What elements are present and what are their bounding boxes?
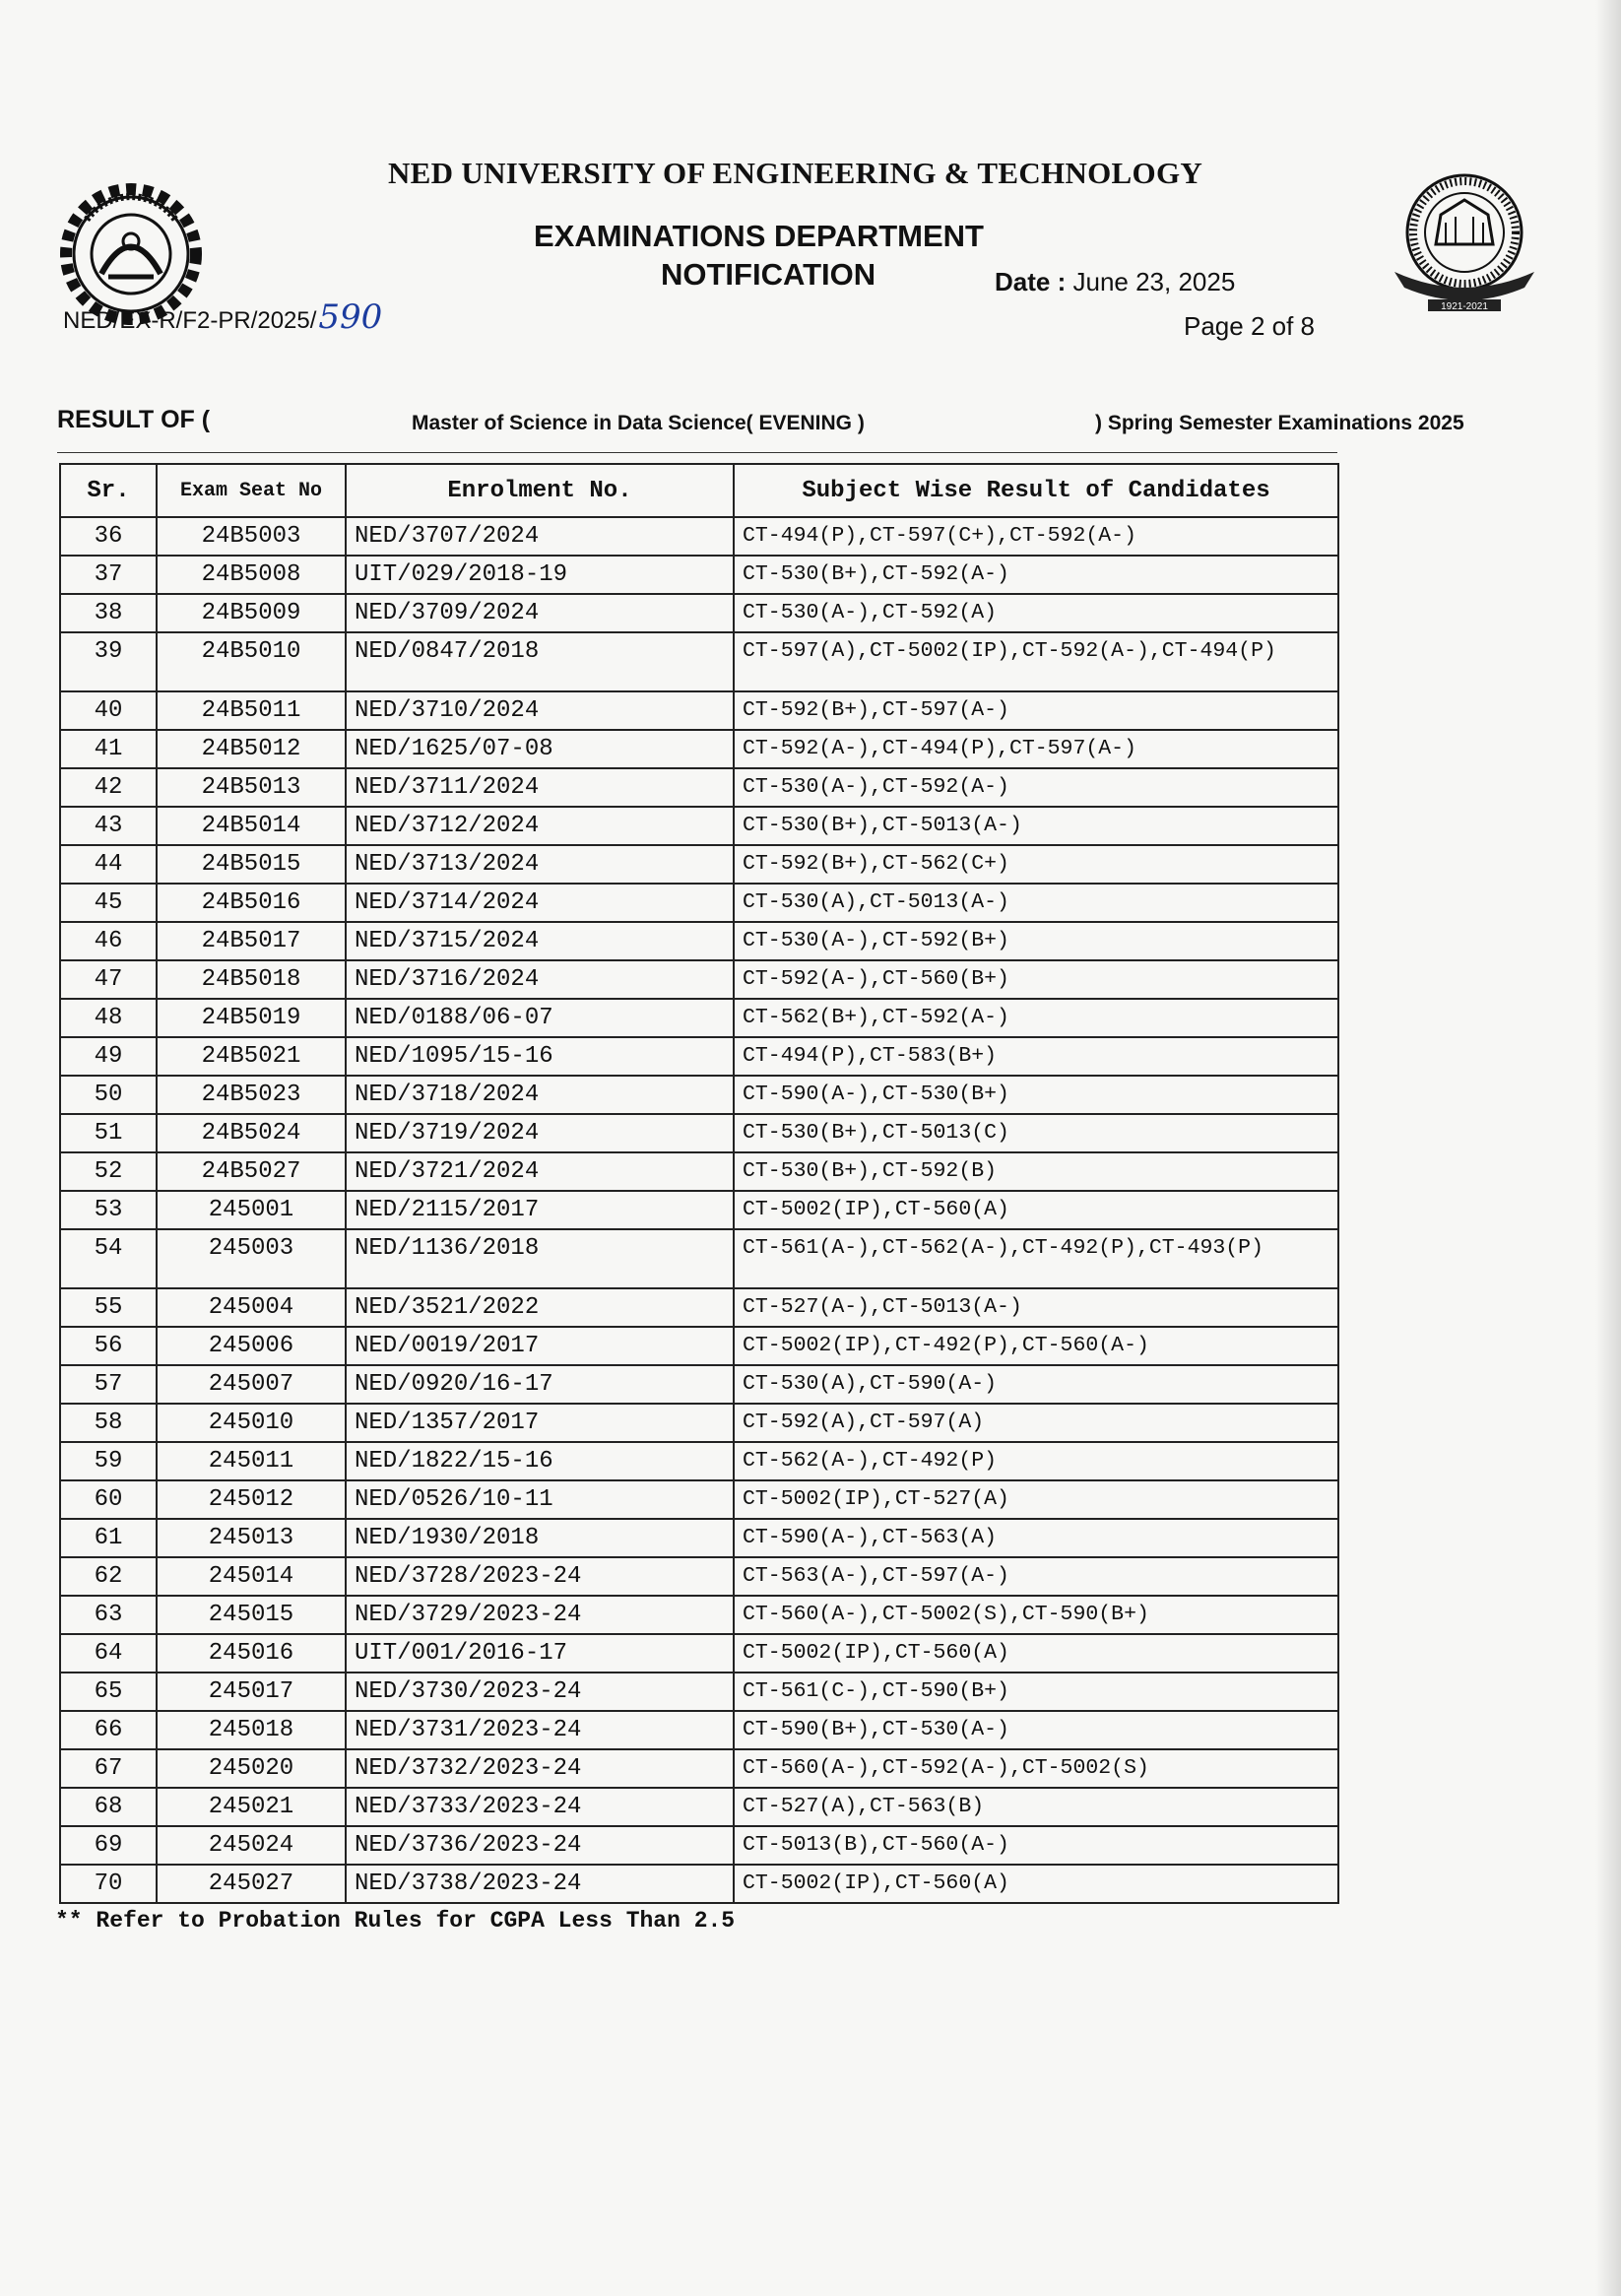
- row-exam-seat: 24B5019: [157, 999, 346, 1037]
- row-enrolment: UIT/001/2016-17: [346, 1634, 734, 1673]
- row-sr: 54: [60, 1229, 157, 1288]
- row-exam-seat: 24B5023: [157, 1076, 346, 1114]
- row-subject-result: CT-590(B+),CT-530(A-): [734, 1711, 1338, 1749]
- row-sr: 46: [60, 922, 157, 960]
- table-row: [60, 1865, 1338, 1903]
- row-subject-result: CT-590(A-),CT-530(B+): [734, 1076, 1338, 1114]
- row-enrolment: UIT/029/2018-19: [346, 556, 734, 594]
- row-sr: 63: [60, 1596, 157, 1634]
- department-title: EXAMINATIONS DEPARTMENT: [534, 219, 984, 253]
- row-enrolment: NED/3711/2024: [346, 768, 734, 807]
- row-sr: 57: [60, 1365, 157, 1404]
- row-enrolment: NED/0526/10-11: [346, 1480, 734, 1519]
- row-subject-result: CT-527(A),CT-563(B): [734, 1788, 1338, 1826]
- table-row: [60, 1596, 1338, 1634]
- header-enrolment-no: Enrolment No.: [346, 464, 734, 517]
- row-enrolment: NED/3721/2024: [346, 1152, 734, 1191]
- row-subject-result: CT-5002(IP),CT-492(P),CT-560(A-): [734, 1327, 1338, 1365]
- row-exam-seat: 24B5011: [157, 691, 346, 730]
- row-exam-seat: 245017: [157, 1673, 346, 1711]
- table-row: [60, 999, 1338, 1037]
- row-exam-seat: 245021: [157, 1788, 346, 1826]
- row-subject-result: CT-5013(B),CT-560(A-): [734, 1826, 1338, 1865]
- row-subject-result: CT-527(A-),CT-5013(A-): [734, 1288, 1338, 1327]
- row-subject-result: CT-530(A),CT-5013(A-): [734, 884, 1338, 922]
- row-subject-result: CT-530(A-),CT-592(A-): [734, 768, 1338, 807]
- row-enrolment: NED/3733/2023-24: [346, 1788, 734, 1826]
- row-sr: 61: [60, 1519, 157, 1557]
- row-exam-seat: 24B5014: [157, 807, 346, 845]
- row-sr: 67: [60, 1749, 157, 1788]
- row-subject-result: CT-530(B+),CT-5013(A-): [734, 807, 1338, 845]
- row-sr: 38: [60, 594, 157, 632]
- row-sr: 62: [60, 1557, 157, 1596]
- row-subject-result: CT-592(A),CT-597(A): [734, 1404, 1338, 1442]
- table-row: [60, 1076, 1338, 1114]
- result-of-label: RESULT OF (: [57, 406, 211, 433]
- row-exam-seat: 245015: [157, 1596, 346, 1634]
- row-enrolment: NED/3731/2023-24: [346, 1711, 734, 1749]
- handwritten-reference: 590: [318, 297, 383, 337]
- row-exam-seat: 24B5010: [157, 632, 346, 691]
- row-enrolment: NED/1625/07-08: [346, 730, 734, 768]
- table-row: [60, 1557, 1338, 1596]
- reference-number: [63, 297, 382, 337]
- row-exam-seat: 24B5016: [157, 884, 346, 922]
- row-enrolment: NED/1930/2018: [346, 1519, 734, 1557]
- table-row: [60, 1365, 1338, 1404]
- row-exam-seat: 24B5018: [157, 960, 346, 999]
- result-of-line: [57, 404, 1499, 447]
- row-sr: 52: [60, 1152, 157, 1191]
- row-enrolment: NED/1095/15-16: [346, 1037, 734, 1076]
- row-subject-result: CT-563(A-),CT-597(A-): [734, 1557, 1338, 1596]
- row-subject-result: CT-494(P),CT-583(B+): [734, 1037, 1338, 1076]
- row-sr: 55: [60, 1288, 157, 1327]
- row-subject-result: CT-530(A-),CT-592(A): [734, 594, 1338, 632]
- row-exam-seat: 245003: [157, 1229, 346, 1288]
- row-enrolment: NED/0019/2017: [346, 1327, 734, 1365]
- row-enrolment: NED/0188/06-07: [346, 999, 734, 1037]
- row-exam-seat: 24B5012: [157, 730, 346, 768]
- table-row: [60, 1711, 1338, 1749]
- row-exam-seat: 24B5027: [157, 1152, 346, 1191]
- row-exam-seat: 24B5021: [157, 1037, 346, 1076]
- table-row: [60, 1788, 1338, 1826]
- row-enrolment: NED/3710/2024: [346, 691, 734, 730]
- row-enrolment: NED/3707/2024: [346, 517, 734, 556]
- table-row: [60, 632, 1338, 691]
- row-exam-seat: 245013: [157, 1519, 346, 1557]
- row-subject-result: CT-592(A-),CT-560(B+): [734, 960, 1338, 999]
- row-exam-seat: 245016: [157, 1634, 346, 1673]
- row-sr: 48: [60, 999, 157, 1037]
- row-exam-seat: 245010: [157, 1404, 346, 1442]
- row-subject-result: CT-562(B+),CT-592(A-): [734, 999, 1338, 1037]
- row-subject-result: CT-5002(IP),CT-527(A): [734, 1480, 1338, 1519]
- row-sr: 43: [60, 807, 157, 845]
- table-row: [60, 1673, 1338, 1711]
- row-sr: 45: [60, 884, 157, 922]
- row-subject-result: CT-5002(IP),CT-560(A): [734, 1865, 1338, 1903]
- table-row: [60, 1037, 1338, 1076]
- row-exam-seat: 24B5017: [157, 922, 346, 960]
- notification-date: [995, 267, 1235, 297]
- table-row: [60, 1519, 1338, 1557]
- row-exam-seat: 245024: [157, 1826, 346, 1865]
- table-row: [60, 1288, 1338, 1327]
- table-row: [60, 1442, 1338, 1480]
- row-sr: 65: [60, 1673, 157, 1711]
- row-enrolment: NED/0920/16-17: [346, 1365, 734, 1404]
- row-enrolment: NED/3718/2024: [346, 1076, 734, 1114]
- table-row: [60, 1229, 1338, 1288]
- row-exam-seat: 245004: [157, 1288, 346, 1327]
- row-sr: 40: [60, 691, 157, 730]
- table-row: [60, 556, 1338, 594]
- table-row: [60, 1749, 1338, 1788]
- page-edge-shadow: [1595, 0, 1621, 2296]
- reference-prefix: NED/EX-R/F2-PR/2025/: [63, 307, 317, 334]
- row-sr: 42: [60, 768, 157, 807]
- row-sr: 66: [60, 1711, 157, 1749]
- row-enrolment: NED/3732/2023-24: [346, 1749, 734, 1788]
- row-exam-seat: 24B5013: [157, 768, 346, 807]
- row-exam-seat: 24B5024: [157, 1114, 346, 1152]
- header-exam-seat-no: Exam Seat No: [157, 464, 346, 517]
- row-exam-seat: 24B5008: [157, 556, 346, 594]
- row-sr: 60: [60, 1480, 157, 1519]
- row-exam-seat: 245001: [157, 1191, 346, 1229]
- row-exam-seat: 245006: [157, 1327, 346, 1365]
- results-table: [59, 463, 1339, 1904]
- row-subject-result: CT-530(B+),CT-592(A-): [734, 556, 1338, 594]
- row-enrolment: NED/3714/2024: [346, 884, 734, 922]
- row-subject-result: CT-530(A-),CT-592(B+): [734, 922, 1338, 960]
- row-subject-result: CT-590(A-),CT-563(A): [734, 1519, 1338, 1557]
- row-sr: 53: [60, 1191, 157, 1229]
- table-row: [60, 517, 1338, 556]
- row-exam-seat: 24B5009: [157, 594, 346, 632]
- exam-name: ) Spring Semester Examinations 2025: [1095, 412, 1464, 434]
- row-enrolment: NED/3736/2023-24: [346, 1826, 734, 1865]
- header-divider: [57, 452, 1337, 453]
- row-subject-result: CT-530(A),CT-590(A-): [734, 1365, 1338, 1404]
- row-sr: 58: [60, 1404, 157, 1442]
- row-sr: 41: [60, 730, 157, 768]
- row-exam-seat: 24B5015: [157, 845, 346, 884]
- university-name: NED UNIVERSITY OF ENGINEERING & TECHNOLOGY: [388, 156, 1203, 190]
- row-sr: 56: [60, 1327, 157, 1365]
- row-exam-seat: 245011: [157, 1442, 346, 1480]
- row-exam-seat: 245027: [157, 1865, 346, 1903]
- row-enrolment: NED/3728/2023-24: [346, 1557, 734, 1596]
- table-row: [60, 922, 1338, 960]
- table-row: [60, 1152, 1338, 1191]
- table-row: [60, 1191, 1338, 1229]
- row-sr: 68: [60, 1788, 157, 1826]
- seal-year-range: 1921-2021: [1441, 301, 1488, 312]
- date-value: June 23, 2025: [1072, 267, 1236, 296]
- row-exam-seat: 245014: [157, 1557, 346, 1596]
- row-enrolment: NED/1822/15-16: [346, 1442, 734, 1480]
- row-subject-result: CT-592(B+),CT-597(A-): [734, 691, 1338, 730]
- header-sr: Sr.: [60, 464, 157, 517]
- table-row: [60, 691, 1338, 730]
- row-sr: 44: [60, 845, 157, 884]
- table-row: [60, 768, 1338, 807]
- table-row: [60, 1826, 1338, 1865]
- row-subject-result: CT-530(B+),CT-592(B): [734, 1152, 1338, 1191]
- page-number: Page 2 of 8: [1184, 311, 1315, 341]
- table-row: [60, 884, 1338, 922]
- row-subject-result: CT-592(B+),CT-562(C+): [734, 845, 1338, 884]
- row-subject-result: CT-561(A-),CT-562(A-),CT-492(P),CT-493(P): [734, 1229, 1338, 1288]
- row-enrolment: NED/3738/2023-24: [346, 1865, 734, 1903]
- row-enrolment: NED/3712/2024: [346, 807, 734, 845]
- date-label: Date :: [995, 267, 1067, 296]
- row-sr: 64: [60, 1634, 157, 1673]
- table-row: [60, 1327, 1338, 1365]
- row-subject-result: CT-5002(IP),CT-560(A): [734, 1634, 1338, 1673]
- row-sr: 47: [60, 960, 157, 999]
- row-enrolment: NED/3716/2024: [346, 960, 734, 999]
- table-row: [60, 1114, 1338, 1152]
- probation-footnote: ** Refer to Probation Rules for CGPA Less Than 2.5: [55, 1908, 736, 1934]
- table-row: [60, 730, 1338, 768]
- row-subject-result: CT-560(A-),CT-5002(S),CT-590(B+): [734, 1596, 1338, 1634]
- row-enrolment: NED/1357/2017: [346, 1404, 734, 1442]
- row-subject-result: CT-592(A-),CT-494(P),CT-597(A-): [734, 730, 1338, 768]
- row-enrolment: NED/0847/2018: [346, 632, 734, 691]
- table-row: [60, 807, 1338, 845]
- row-exam-seat: 245012: [157, 1480, 346, 1519]
- row-enrolment: NED/3713/2024: [346, 845, 734, 884]
- program-name: Master of Science in Data Science( EVENING ): [412, 412, 865, 434]
- row-subject-result: CT-560(A-),CT-592(A-),CT-5002(S): [734, 1749, 1338, 1788]
- row-subject-result: CT-597(A),CT-5002(IP),CT-592(A-),CT-494(P): [734, 632, 1338, 691]
- row-sr: 59: [60, 1442, 157, 1480]
- row-exam-seat: 245020: [157, 1749, 346, 1788]
- row-sr: 50: [60, 1076, 157, 1114]
- row-sr: 49: [60, 1037, 157, 1076]
- centenary-seal-logo: [1387, 165, 1542, 313]
- row-enrolment: NED/3521/2022: [346, 1288, 734, 1327]
- row-exam-seat: 245018: [157, 1711, 346, 1749]
- row-subject-result: CT-530(B+),CT-5013(C): [734, 1114, 1338, 1152]
- table-row: [60, 1634, 1338, 1673]
- row-subject-result: CT-562(A-),CT-492(P): [734, 1442, 1338, 1480]
- table-row: [60, 845, 1338, 884]
- row-subject-result: CT-494(P),CT-597(C+),CT-592(A-): [734, 517, 1338, 556]
- row-enrolment: NED/3719/2024: [346, 1114, 734, 1152]
- row-sr: 39: [60, 632, 157, 691]
- table-row: [60, 594, 1338, 632]
- row-enrolment: NED/2115/2017: [346, 1191, 734, 1229]
- row-enrolment: NED/1136/2018: [346, 1229, 734, 1288]
- row-enrolment: NED/3709/2024: [346, 594, 734, 632]
- row-sr: 51: [60, 1114, 157, 1152]
- row-subject-result: CT-561(C-),CT-590(B+): [734, 1673, 1338, 1711]
- row-sr: 37: [60, 556, 157, 594]
- header-subject-result: Subject Wise Result of Candidates: [734, 464, 1338, 517]
- table-row: [60, 960, 1338, 999]
- row-enrolment: NED/3729/2023-24: [346, 1596, 734, 1634]
- row-sr: 70: [60, 1865, 157, 1903]
- row-sr: 69: [60, 1826, 157, 1865]
- table-header-row: [60, 464, 1338, 517]
- notification-title: NOTIFICATION: [661, 257, 876, 292]
- table-row: [60, 1404, 1338, 1442]
- row-exam-seat: 24B5003: [157, 517, 346, 556]
- row-subject-result: CT-5002(IP),CT-560(A): [734, 1191, 1338, 1229]
- row-enrolment: NED/3730/2023-24: [346, 1673, 734, 1711]
- table-row: [60, 1480, 1338, 1519]
- row-exam-seat: 245007: [157, 1365, 346, 1404]
- row-enrolment: NED/3715/2024: [346, 922, 734, 960]
- row-sr: 36: [60, 517, 157, 556]
